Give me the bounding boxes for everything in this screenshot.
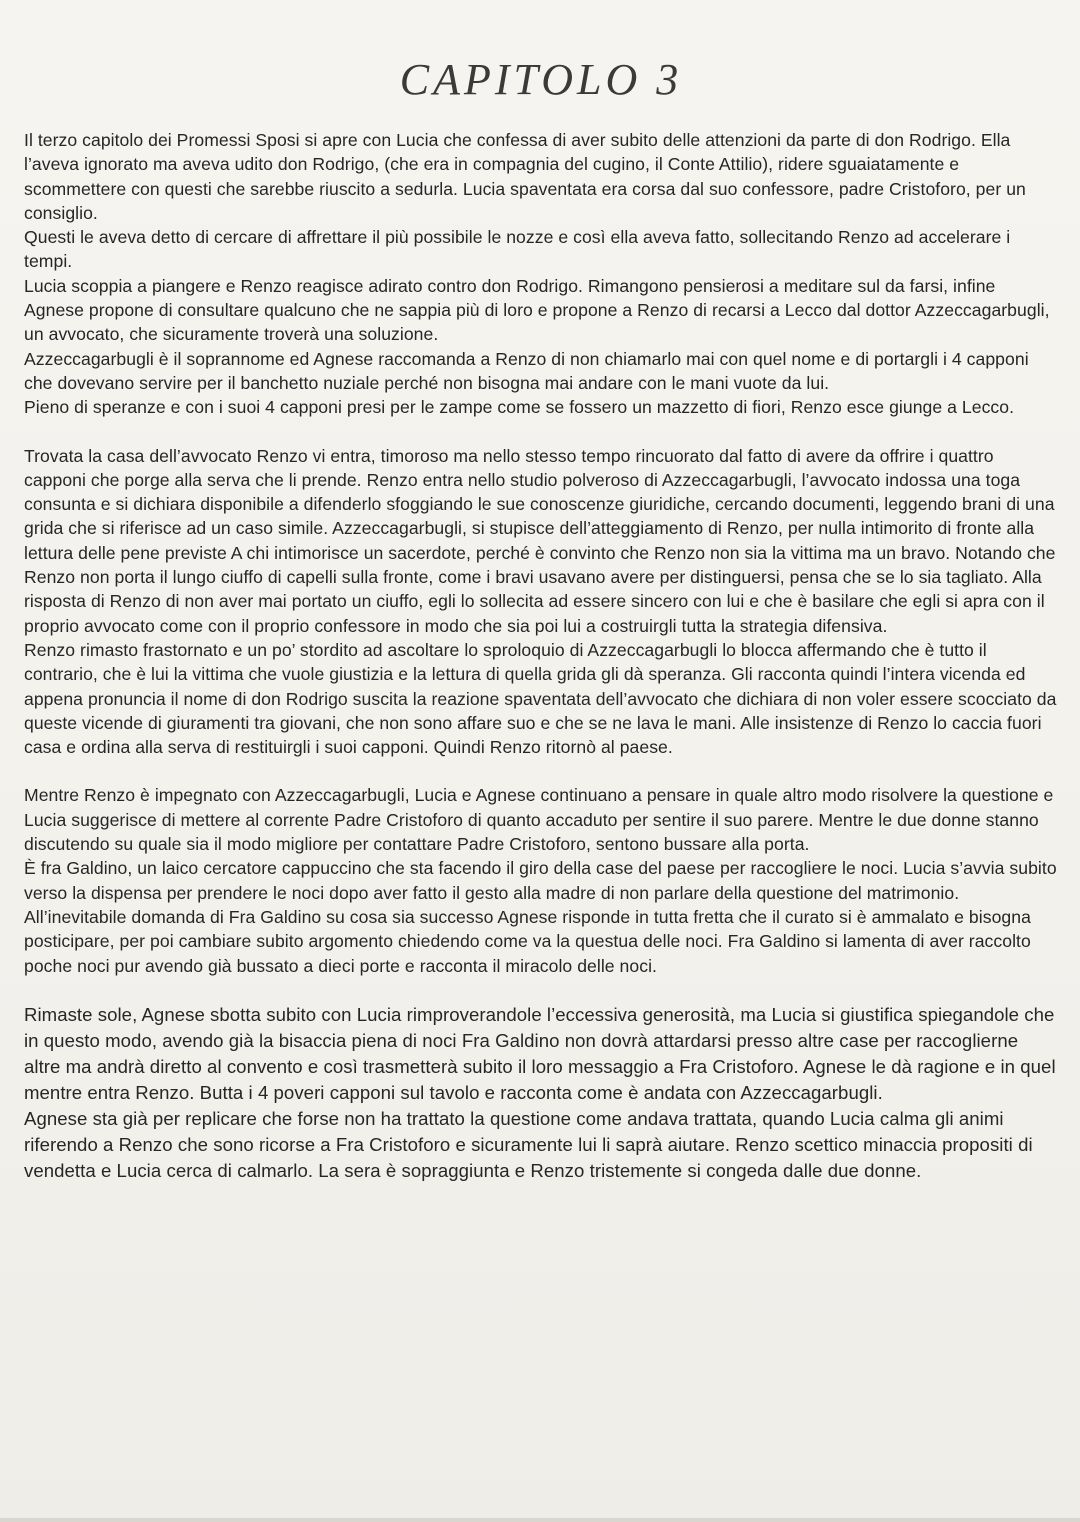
paragraph: Rimaste sole, Agnese sbotta subito con Lucia rimproverandole l’eccessiva generosità, ma Lucia si giustifica spiegandole che in questo modo, avendo già la bisaccia piena di noci Fra Galdino non dovrà attardarsi presso altre case per raccoglierne altre ma andrà diretto al convento e così trasmetterà subito il loro messaggio a Fra Cristoforo. Agnese le dà ragione e in quel mentre entra Renzo. Butta i 4 poveri capponi sul tavolo e racconta come è andata con Azzeccagarbugli. bbox=[24, 1003, 1056, 1103]
paragraph: Mentre Renzo è impegnato con Azzeccagarbugli, Lucia e Agnese continuano a pensare in quale altro modo risolvere la questione e Lucia suggerisce di mettere al corrente Padre Cristoforo di quanto accaduto per sentire il suo parere. Mentre le due donne stanno discutendo su quale sia il modo migliore per contattare Padre Cristoforo, sentono bussare alla porta. bbox=[24, 785, 1054, 855]
chapter-title: CAPITOLO 3 bbox=[399, 55, 683, 104]
paragraph: Pieno di speranze e con i suoi 4 capponi presi per le zampe come se fossero un mazzetto di fiori, Renzo esce giunge a Lecco. bbox=[24, 397, 1015, 418]
text-section-1 bbox=[24, 128, 1058, 420]
paragraph: Agnese sta già per replicare che forse non ha trattato la questione come andava trattata, quando Lucia calma gli animi riferendo a Renzo che sono ricorse a Fra Cristoforo e sicuramente lui li saprà aiutare. Renzo scettico minaccia propositi di vendetta e Lucia cerca di calmarlo. La sera è sopraggiunta e Renzo tristemente si congeda dalle due donne. bbox=[24, 1107, 1033, 1181]
text-section-3 bbox=[24, 783, 1058, 977]
paragraph: Questi le aveva detto di cercare di affrettare il più possibile le nozze e così ella aveva fatto, sollecitando Renzo ad accelerare i tempi. bbox=[24, 227, 1011, 272]
paragraph: Trovata la casa dell’avvocato Renzo vi entra, timoroso ma nello stesso tempo rincuorato dal fatto di avere da offrire i quattro capponi che porge alla serva che li prende. Renzo entra nello studio polveroso di Azzeccagarbugli, l’avvocato indossa una toga consunta e si dichiara disponibile a difenderlo sfoggiando le sue conoscenze giuridiche, cercando documenti, leggendo brani di una grida che si riferisce ad un caso simile. Azzeccagarbugli, si stupisce dell’atteggiamento di Renzo, per nulla intimorito di fronte alla lettura delle pene previste A chi intimorisce un sacerdote, perché è convinto che Renzo non sia la vittima ma un bravo. Notando che Renzo non porta il lungo ciuffo di capelli sulla fronte, come i bravi usavano avere per distinguersi, pensa che se lo sia tagliato. Alla risposta di Renzo di non aver mai portato un ciuffo, egli lo sollecita ad essere sincero con lui e che è basilare che egli si apra con il proprio avvocato come con il proprio confessore in modo che sia poi lui a costruirgli tutta la strategia difensiva. bbox=[24, 445, 1056, 636]
paragraph: È fra Galdino, un laico cercatore cappuccino che sta facendo il giro della case del paese per raccogliere le noci. Lucia s’avvia subito verso la dispensa per prendere le noci dopo aver fatto il gesto alla madre di non parlare della questione del matrimonio. All’inevitabile domanda di Fra Galdino su cosa sia successo Agnese risponde in tutta fretta che il curato si è ammalato e bisogna posticipare, per poi cambiare subito argomento chiedendo come va la questua delle noci. Fra Galdino si lamenta di aver raccolto poche noci pur avendo già bussato a dieci porte e racconta il miracolo delle noci. bbox=[24, 858, 1057, 976]
paragraph: Lucia scoppia a piangere e Renzo reagisce adirato contro don Rodrigo. Rimangono pensierosi a meditare sul da farsi, infine Agnese propone di consultare qualcuno che ne sappia più di loro e propone a Renzo di recarsi a Lecco dal dottor Azzeccagarbugli, un avvocato, che sicuramente troverà una soluzione. bbox=[24, 275, 1050, 345]
text-section-2 bbox=[24, 444, 1058, 760]
paragraph: Renzo rimasto frastornato e un po’ stordito ad ascoltare lo sproloquio di Azzeccagarbugli lo blocca affermando che è tutto il contrario, che è lui la vittima che vuole giustizia e la lettura di quella grida gli dà speranza. Gli racconta quindi l’intera vicenda ed appena pronuncia il nome di don Rodrigo suscita la reazione spaventata dell’avvocato che dichiara di non voler essere scocciato da queste vicende di giuramenti tra giovani, che non sono affare suo e che se ne lava le mani. Alle insistenze di Renzo lo caccia fuori casa e ordina alla serva di restituirgli i suoi capponi. Quindi Renzo ritornò al paese. bbox=[24, 639, 1057, 758]
paper-bottom-edge bbox=[0, 1518, 1080, 1522]
paragraph: Azzeccagarbugli è il soprannome ed Agnese raccomanda a Renzo di non chiamarlo mai con quel nome e di portargli i 4 capponi che dovevano servire per il banchetto nuziale perché non bisogna mai andare con le mani vuote da lui. bbox=[24, 348, 1029, 393]
paragraph: Il terzo capitolo dei Promessi Sposi si apre con Lucia che confessa di aver subito delle attenzioni da parte di don Rodrigo. Ella l’aveva ignorato ma aveva udito don Rodrigo, (che era in compagnia del cugino, il Conte Attilio), ridere sguaiatamente e scommettere con questi che sarebbe riuscito a sedurla. Lucia spaventata era corsa dal suo confessore, padre Cristoforo, per un consiglio. bbox=[24, 130, 1026, 223]
text-section-4 bbox=[24, 1002, 1058, 1184]
